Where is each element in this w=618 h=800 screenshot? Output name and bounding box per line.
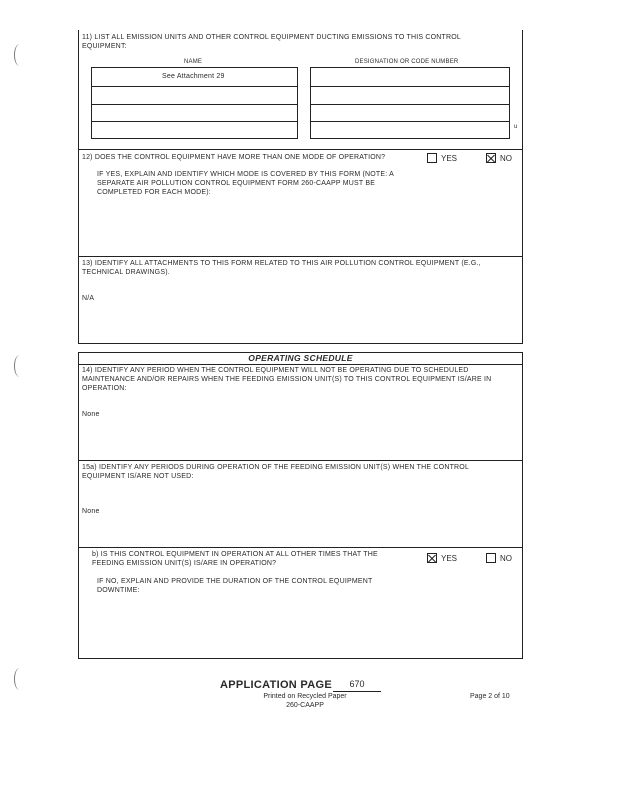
q15b-yes-checkbox[interactable]: [427, 553, 437, 563]
margin-mark: u: [514, 124, 518, 130]
q11-name-header: NAME: [184, 59, 203, 65]
q11-row1-name[interactable]: See Attachment 29: [162, 73, 225, 80]
q15b-instruction: IF NO, EXPLAIN AND PROVIDE THE DURATION OF THE CONTROL EQUIPMENT DOWNTIME:: [97, 578, 373, 594]
binder-hole-bottom: [14, 668, 25, 690]
q15a-q15b-divider: [78, 547, 523, 548]
q14-question: 14) IDENTIFY ANY PERIOD WHEN THE CONTROL EQUIPMENT WILL NOT BE OPERATING DUE TO SCHEDULED MAINTENANCE AND/OR REPAIRS WHEN THE FEEDING EMISSION UNIT(S) TO THIS CONTROL EQUIPMENT IS/ARE IN OPERATION:: [82, 367, 492, 392]
q14-q15a-divider: [78, 460, 523, 461]
q13-question: 13) IDENTIFY ALL ATTACHMENTS TO THIS FORM RELATED TO THIS AIR POLLUTION CONTROL EQUIPMENT (E.G., TECHNICAL DRAWINGS).: [82, 260, 481, 276]
upper-right-border: [522, 30, 523, 343]
schedule-bottom-border: [78, 658, 523, 659]
application-page-number[interactable]: 670: [333, 679, 381, 692]
q15b-no-checkbox[interactable]: [486, 553, 496, 563]
q11-question: 11) LIST ALL EMISSION UNITS AND OTHER CONTROL EQUIPMENT DUCTING EMISSIONS TO THIS CONTROL EQUIPMENT:: [82, 34, 461, 50]
q12-question: 12) DOES THE CONTROL EQUIPMENT HAVE MORE THAN ONE MODE OF OPERATION?: [82, 154, 386, 161]
q11-designation-header: DESIGNATION OR CODE NUMBER: [355, 59, 459, 65]
q15a-question: 15a) IDENTIFY ANY PERIODS DURING OPERATION OF THE FEEDING EMISSION UNIT(S) WHEN THE CONTROL EQUIPMENT IS/ARE NOT USED:: [82, 464, 469, 480]
q12-instruction: IF YES, EXPLAIN AND IDENTIFY WHICH MODE IS COVERED BY THIS FORM (NOTE: A SEPARATE AIR POLLUTION CONTROL EQUIPMENT FORM 260-CAAPP MUST BE COMPLETED FOR EACH MODE):: [97, 171, 394, 196]
q12-q13-divider: [78, 256, 523, 257]
binder-hole-top: [14, 44, 25, 66]
q15b-no-label: NO: [500, 554, 512, 563]
upper-left-border: [78, 30, 79, 343]
q13-answer[interactable]: N/A: [82, 295, 95, 302]
printed-recycled-note: Printed on Recycled Paper: [263, 693, 347, 700]
upper-bottom-border: [78, 343, 523, 344]
q15b-question: b) IS THIS CONTROL EQUIPMENT IN OPERATION AT ALL OTHER TIMES THAT THE FEEDING EMISSION UNIT(S) IS/ARE IN OPERATION?: [92, 551, 378, 567]
schedule-left-border: [78, 352, 79, 658]
q15a-answer[interactable]: None: [82, 508, 100, 515]
page-count: Page 2 of 10: [470, 693, 510, 700]
q12-no-label: NO: [500, 154, 512, 163]
schedule-title: OPERATING SCHEDULE: [248, 353, 353, 363]
q12-no-checkbox[interactable]: [486, 153, 496, 163]
schedule-title-divider: [78, 364, 523, 365]
q14-answer[interactable]: None: [82, 411, 100, 418]
q12-yes-checkbox[interactable]: [427, 153, 437, 163]
application-page-label: APPLICATION PAGE: [220, 679, 332, 691]
q15b-yes-label: YES: [441, 554, 458, 563]
q12-yes-label: YES: [441, 154, 458, 163]
schedule-right-border: [522, 352, 523, 658]
binder-hole-middle: [14, 355, 25, 377]
q11-designation-table: [310, 67, 510, 139]
q11-q12-divider: [78, 149, 523, 150]
form-code: 260-CAAPP: [286, 702, 324, 709]
